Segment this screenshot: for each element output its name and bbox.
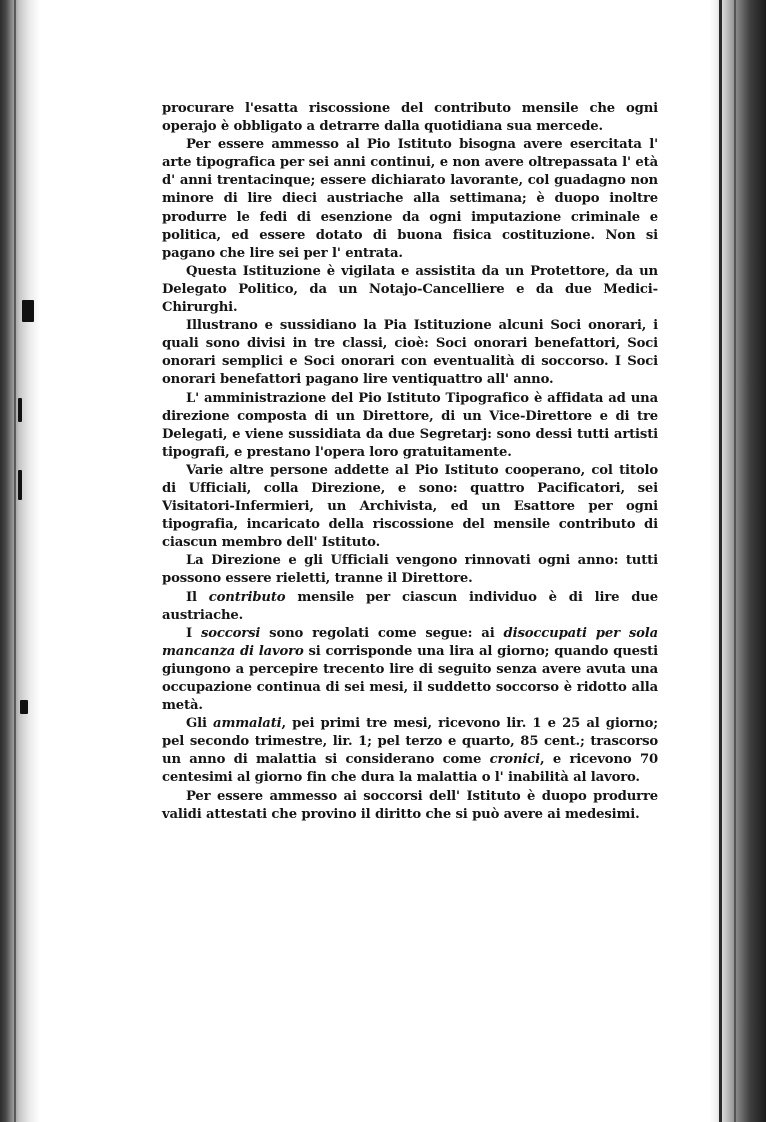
text-run: Per essere ammesso ai soccorsi dell' Istituto è duopo produrre validi attestati che provino il diritto che si può avere ai medesimi. [162, 788, 658, 822]
paragraph [162, 589, 658, 625]
italic-text: soccorsi [200, 625, 261, 641]
left-binding-edge [0, 0, 40, 1122]
paragraph [162, 552, 658, 588]
paragraph [162, 715, 658, 787]
body-text [162, 100, 658, 824]
left-edge-line [14, 0, 16, 1122]
text-run: L' amministrazione del Pio Istituto Tipografico è affidata ad una direzione composta di un Direttore, di un Vice-Direttore e di tre Delegati, e viene sussidiata da due Segretarj: sono dessi tutti artisti tipografi, e prestano l'opera loro gratuitamente. [162, 390, 658, 460]
paragraph [162, 625, 658, 715]
text-run: Questa Istituzione è vigilata e assistita da un Protettore, da un Delegato Politico, da un Notajo-Cancelliere e da due Medici-Chirurghi. [162, 263, 658, 316]
paragraph [162, 100, 658, 136]
scan-spot [22, 300, 34, 322]
paragraph [162, 462, 658, 552]
paragraph [162, 390, 658, 462]
text-run: sono regolati come segue: ai [260, 625, 504, 641]
paragraph [162, 317, 658, 389]
text-run: La Direzione e gli Ufficiali vengono rinnovati ogni anno: tutti possono essere rieletti, tranne il Direttore. [162, 553, 658, 587]
text-run: si corrisponde una lira al giorno; quando questi giungono a percepire trecento lire di seguito senza avere avuta una occupazione continua di sei mesi, il suddetto soccorso è ridotto alla metà. [162, 643, 658, 714]
text-run: Illustrano e sussidiano la Pia Istituzione alcuni Soci onorari, i quali sono divisi in tre classi, cioè: Soci onorari benefattori, Soci onorari semplici e Soci onorari con eventualità di soccorso. I Soci onorari benefattori pagano lire ventiquattro all' anno. [162, 318, 658, 388]
italic-text: ammalati [213, 716, 282, 732]
text-run: Il [186, 589, 209, 605]
right-edge-line [719, 0, 722, 1122]
italic-text: cronici [489, 752, 540, 768]
right-edge-line-2 [734, 0, 736, 1122]
text-run: Varie altre persone addette al Pio Istituto cooperano, col titolo di Ufficiali, colla Direzione, e sono: quattro Pacificatori, sei Visitatori-Infermieri, un Archivista, ed un Esattore per ogni tipografia, incaricato della riscossione del mensile contributo di ciascun membro dell' Istituto. [162, 462, 658, 551]
scan-spot [20, 700, 28, 714]
text-run: , e ricevono 70 centesimi al giorno fin che dura la malattia o l' inabilità al lavoro. [162, 752, 659, 786]
text-run: , pei primi tre mesi, ricevono lir. 1 e 25 al giorno; pel secondo trimestre, lir. 1; pel terzo e quarto, 85 cent.; trascorso un anno di malattia si considerano come [162, 716, 658, 768]
text-run: Per essere ammesso al Pio Istituto bisogna avere esercitata l' arte tipografica per sei anni continui, e non avere oltrepassata l' età d' anni trentacinque; essere dichiarato lavorante, col guadagno non minore di lire dieci austriache alla settimana; è duopo inoltre produrre le fedi di esenzione da ogni imputazione criminale e politica, ed essere dotato di buona fisica costituzione. Non si pagano che lire sei per l' entrata. [162, 137, 658, 261]
paragraph [162, 263, 658, 317]
paragraph [162, 788, 658, 824]
scan-spot [18, 470, 22, 500]
text-run: procurare l'esatta riscossione del contributo mensile che ogni operajo è obbligato a detrarre dalla quotidiana sua mercede. [162, 101, 658, 135]
italic-text: contributo [208, 589, 286, 605]
paragraph [162, 136, 658, 263]
text-run: mensile per ciascun individuo è di lire due austriache. [162, 589, 659, 623]
scan-spot [18, 398, 22, 422]
text-run: Gli [186, 716, 214, 732]
text-run: I [186, 625, 201, 641]
italic-text: disoccupati per sola mancanza di lavoro [162, 625, 658, 659]
